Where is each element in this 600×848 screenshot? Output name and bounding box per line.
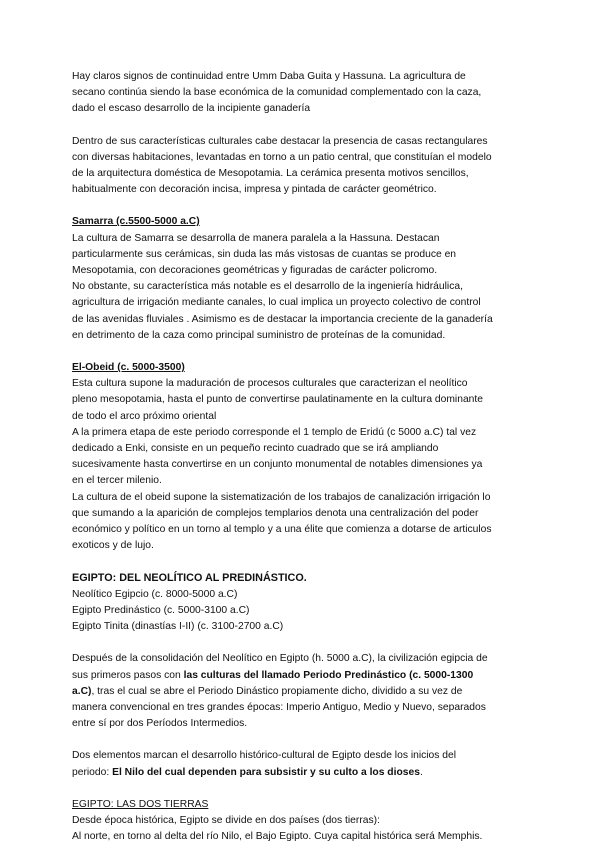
text-line: secano continúa siendo la base económica de la comunidad complementado con la caza, xyxy=(72,87,482,99)
paragraph-caracteristicas xyxy=(72,134,560,199)
section-heading-dos-tierras: EGIPTO: LAS DOS TIERRAS xyxy=(72,798,209,810)
text-line: de todo el arco próximo oriental xyxy=(72,410,217,422)
text-line: pleno mesopotamia, hasta el punto de convertirse paulatinamente en la cultura dominante xyxy=(72,394,483,406)
text-line: Dos elementos marcan el desarrollo histórico-cultural de Egipto desde los inicios del xyxy=(72,750,457,762)
text-line: exoticos y de lujo. xyxy=(72,540,154,552)
text-line: que sumando a la aparición de complejos templarios denota una centralización del poder xyxy=(72,507,479,519)
paragraph-continuidad xyxy=(72,69,560,118)
text-line: No obstante, su característica más notable es el desarrollo de la ingeniería hidráulica, xyxy=(72,281,463,293)
text-line xyxy=(72,765,560,781)
text-span: , tras el cual se abre el Periodo Dinástico propiamente dicho, dividido a su vez de xyxy=(91,685,463,697)
text-span: sus primeros pasos con xyxy=(72,669,184,681)
text-line: La cultura de Samarra se desarrolla de manera paralela a la Hassuna. Destacan xyxy=(72,232,440,244)
text-line: entre sí por dos Períodos Intermedios. xyxy=(72,718,248,730)
text-line: manera convencional en tres grandes épocas: Imperio Antiguo, Medio y Nuevo, separados xyxy=(72,701,486,713)
section-egipto xyxy=(72,570,560,635)
period-item: Neolítico Egipcio (c. 8000-5000 a.C) xyxy=(72,588,238,600)
text-line: dado el escaso desarrollo de la incipiente ganadería xyxy=(72,103,311,115)
text-line: dedicado a Enki, consiste en un pequeño recinto cuadrado que se irá ampliando xyxy=(72,443,439,455)
text-line: en detrimento de la caza como principal suministro de proteínas de la comunidad. xyxy=(72,329,446,341)
section-obeid xyxy=(72,360,560,554)
text-line xyxy=(72,668,560,684)
section-heading-obeid: El-Obeid (c. 5000-3500) xyxy=(72,362,185,374)
paragraph-dos-elementos xyxy=(72,748,560,780)
text-line: habitualmente con decoración incisa, impresa y pintada de carácter geométrico. xyxy=(72,184,437,196)
text-line: Dentro de sus características culturales cabe destacar la presencia de casas rectangulares xyxy=(72,135,488,147)
bold-span: a.C) xyxy=(72,685,92,697)
section-heading-egipto: EGIPTO: DEL NEOLÍTICO AL PREDINÁSTICO. xyxy=(72,572,307,585)
section-samarra xyxy=(72,214,560,344)
text-line: con diversas habitaciones, levantadas en torno a un patio central, que constituían el modelo xyxy=(72,151,492,163)
text-span: periodo: xyxy=(72,766,113,778)
text-line: económico y político en un torno al templo y a una élite que comienza a dotarse de articulos xyxy=(72,524,492,536)
text-line: Después de la consolidación del Neolítico en Egipto (h. 5000 a.C), la civilización egipcia de xyxy=(72,653,488,665)
text-line: Mesopotamia, con decoraciones geométricas y figuradas de carácter policromo. xyxy=(72,265,438,277)
text-line: Hay claros signos de continuidad entre Umm Daba Guita y Hassuna. La agricultura de xyxy=(72,71,466,82)
paragraph-despues xyxy=(72,651,560,732)
text-line xyxy=(72,684,560,700)
text-line: de las avenidas fluviales . Asimismo es de destacar la importancia creciente de la ganadería xyxy=(72,313,493,325)
period-item: Egipto Predinástico (c. 5000-3100 a.C) xyxy=(72,604,250,616)
text-span: . xyxy=(419,766,423,778)
bold-span: las culturas del llamado Periodo Predinástico (c. 5000-1300 xyxy=(183,669,474,681)
text-line: Esta cultura supone la maduración de procesos culturales que caracterizan el neolítico xyxy=(72,378,468,390)
text-line: en el tercer milenio. xyxy=(72,475,162,487)
text-line: A la primera etapa de este periodo corresponde el 1 templo de Eridú (c 5000 a.C) tal vez xyxy=(72,426,477,438)
section-dos-tierras xyxy=(72,797,560,846)
text-line: sucesivamente hasta convertirse en un conjunto monumental de notables dimensiones ya xyxy=(72,459,483,471)
text-line: La cultura de el obeid supone la sistematización de los trabajos de canalización irrigación lo xyxy=(72,491,491,503)
period-item: Egipto Tinita (dinastías I-II) (c. 3100-2700 a.C) xyxy=(72,621,284,633)
bold-span: El Nilo del cual dependen para subsistir y su culto a los dioses xyxy=(112,766,420,778)
text-line: de la arquitectura doméstica de Mesopotamia. La cerámica presenta motivos sencillos, xyxy=(72,168,469,180)
text-line: particularmente sus cerámicas, sin duda las más vistosas de cuantas se produce en xyxy=(72,248,457,260)
text-line: Desde época histórica, Egipto se divide en dos países (dos tierras): xyxy=(72,814,380,826)
text-line: agricultura de irrigación mediante canales, lo cual implica un proyecto colectivo de control xyxy=(72,297,481,309)
text-line: Al norte, en torno al delta del río Nilo, el Bajo Egipto. Cuya capital histórica será Memphis. xyxy=(72,831,483,843)
section-heading-samarra: Samarra (c.5500-5000 a.C) xyxy=(72,216,200,228)
